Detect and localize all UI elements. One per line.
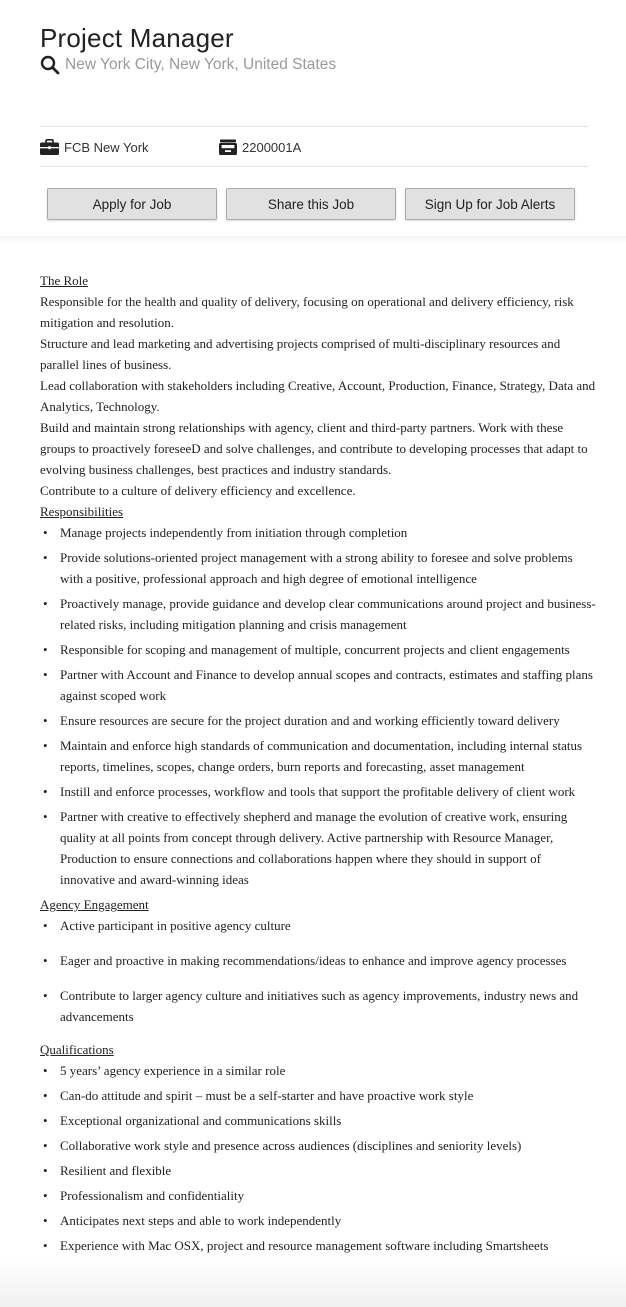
job-alerts-button[interactable]: Sign Up for Job Alerts	[405, 188, 575, 220]
list-item: • Professionalism and confidentiality	[60, 1185, 596, 1206]
briefcase-icon	[40, 139, 59, 155]
section-shadow	[0, 236, 626, 244]
section-heading-agency: Agency Engagement	[40, 897, 149, 912]
company-name: FCB New York	[64, 139, 149, 155]
list-item: • Active participant in positive agency culture	[60, 915, 596, 936]
role-paragraph: Build and maintain strong relationships with agency, client and third-party partners. Work with these groups to proactively foreseeD and solve challenges, and contribute to developing processes that adapt to evolving business challenges, best practices and industry standards.	[40, 420, 588, 477]
list-item: • Provide solutions-oriented project management with a strong ability to foresee and solve problems with a positive, professional approach and high degree of emotional intelligence	[60, 547, 596, 589]
role-paragraph: Lead collaboration with stakeholders including Creative, Account, Production, Finance, Strategy, Data and Analytics, Technology.	[40, 378, 596, 414]
role-paragraph: Responsible for the health and quality of delivery, focusing on operational and delivery efficiency, risk mitigation and resolution.	[40, 294, 574, 330]
divider	[40, 166, 588, 167]
list-item: • Manage projects independently from initiation through completion	[60, 522, 596, 543]
apply-for-job-button[interactable]: Apply for Job	[47, 188, 217, 220]
agency-list	[40, 915, 596, 1027]
list-item: • Instill and enforce processes, workflow and tools that support the profitable delivery of client work	[60, 781, 596, 802]
role-paragraph: Structure and lead marketing and advertising projects comprised of multi-disciplinary resources and parallel lines of business.	[40, 336, 561, 372]
job-description	[40, 270, 596, 1260]
list-item: • Ensure resources are secure for the project duration and and working efficiently toward delivery	[60, 710, 596, 731]
company-info	[40, 136, 149, 158]
divider	[40, 126, 588, 127]
qualifications-list	[40, 1060, 596, 1256]
list-item: • Contribute to larger agency culture and initiatives such as agency improvements, industry news and advancements	[60, 985, 596, 1027]
section-heading-responsibilities: Responsibilities	[40, 504, 124, 519]
responsibilities-list	[40, 522, 596, 890]
section-heading-qualifications: Qualifications	[40, 1042, 114, 1057]
list-item: • Partner with creative to effectively shepherd and manage the evolution of creative work, ensuring quality at all points from concept through delivery. Active partnership with Resource Manager, Production to ensure connections and collaborations happen where they should in support of innovative and award-winning ideas	[60, 806, 596, 890]
requisition-id: 2200001A	[242, 139, 302, 155]
list-item: • Responsible for scoping and management of multiple, concurrent projects and client engagements	[60, 639, 596, 660]
list-item: • Resilient and flexible	[60, 1160, 596, 1181]
requisition-info	[219, 136, 301, 158]
search-icon	[40, 55, 60, 75]
location-text: New York City, New York, United States	[65, 56, 337, 73]
list-item: • Exceptional organizational and communications skills	[60, 1110, 596, 1131]
list-item: • 5 years’ agency experience in a similar role	[60, 1060, 596, 1081]
job-location	[40, 54, 336, 76]
list-item: • Experience with Mac OSX, project and resource management software including Smartsheets	[60, 1235, 596, 1256]
list-item: • Anticipates next steps and able to work independently	[60, 1210, 596, 1231]
list-item: • Proactively manage, provide guidance and develop clear communications around project and business-related risks, including mitigation planning and crisis management	[60, 593, 596, 635]
role-paragraph: Contribute to a culture of delivery efficiency and excellence.	[40, 483, 356, 498]
section-heading-role: The Role	[40, 273, 89, 288]
archive-box-icon	[219, 139, 237, 155]
list-item: • Collaborative work style and presence across audiences (disciplines and seniority levels)	[60, 1135, 596, 1156]
list-item: • Partner with Account and Finance to develop annual scopes and contracts, estimates and staffing plans against scoped work	[60, 664, 596, 706]
list-item: • Can-do attitude and spirit – must be a self-starter and have proactive work style	[60, 1085, 596, 1106]
bottom-fade	[0, 1255, 626, 1307]
page-title: Project Manager	[40, 23, 234, 54]
share-job-button[interactable]: Share this Job	[226, 188, 396, 220]
list-item: • Eager and proactive in making recommendations/ideas to enhance and improve agency processes	[60, 950, 596, 971]
list-item: • Maintain and enforce high standards of communication and documentation, including internal status reports, timelines, scopes, change orders, burn reports and forecasting, asset management	[60, 735, 596, 777]
